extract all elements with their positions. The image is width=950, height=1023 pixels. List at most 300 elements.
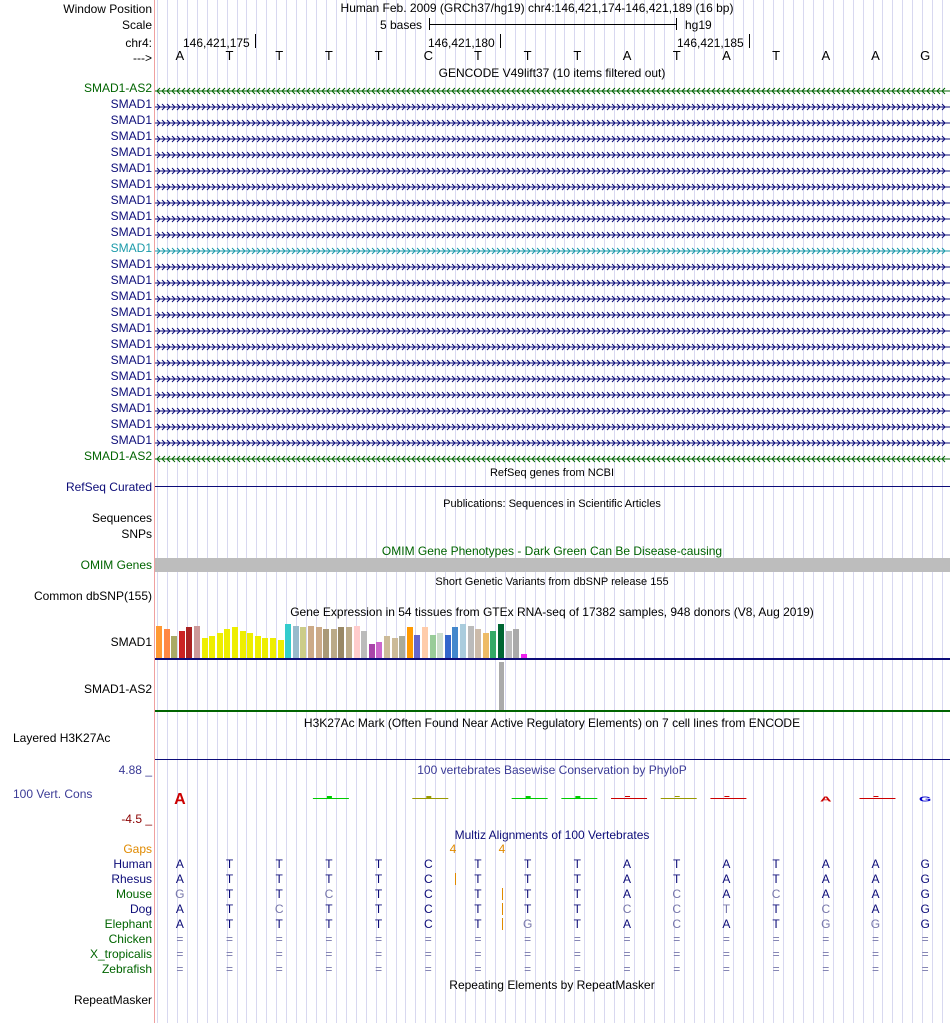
gencode-item-label[interactable]: SMAD1: [110, 241, 152, 255]
species-label[interactable]: Elephant: [104, 917, 152, 931]
aligned-base: =: [772, 962, 780, 976]
aligned-base: T: [573, 872, 582, 886]
phylop-logo-mark: [526, 796, 531, 799]
gencode-item-label[interactable]: SMAD1: [110, 193, 152, 207]
gaps-label[interactable]: Gaps: [123, 842, 152, 856]
aligned-base: T: [275, 887, 283, 901]
gtex-tissue-bar[interactable]: [392, 638, 398, 658]
reference-base: A: [722, 48, 731, 63]
gencode-item-label[interactable]: SMAD1: [110, 337, 152, 351]
gtex-tissue-bar[interactable]: [384, 636, 390, 658]
phylop-logo-bar: [412, 798, 448, 799]
phylop-logo-letter: A: [820, 795, 832, 804]
h3k27ac-line: [155, 759, 950, 760]
aligned-base: =: [623, 947, 631, 961]
gencode-transcript-line[interactable]: [155, 228, 950, 236]
aligned-base: =: [325, 962, 333, 976]
gtex-tissue-bar[interactable]: [354, 626, 360, 658]
gtex-tissue-bar[interactable]: [209, 636, 215, 658]
repeatmasker-track-title[interactable]: Repeating Elements by RepeatMasker: [449, 978, 655, 992]
gencode-transcript-line[interactable]: [155, 196, 950, 204]
aligned-base: =: [822, 962, 830, 976]
aligned-base: =: [474, 947, 482, 961]
refseq-label[interactable]: RefSeq Curated: [65, 480, 152, 494]
insertion-marker: [502, 888, 503, 900]
h3k27ac-track-title[interactable]: H3K27Ac Mark (Often Found Near Active Regulatory Elements) on 7 cell lines from ENCODE: [303, 716, 801, 730]
aligned-base: =: [673, 962, 681, 976]
aligned-base: A: [821, 857, 830, 871]
aligned-base: =: [673, 932, 681, 946]
aligned-base: =: [325, 947, 333, 961]
phylop-logo-mark: [625, 796, 630, 797]
gtex-tissue-bar[interactable]: [285, 624, 291, 658]
aligned-base: =: [325, 932, 333, 946]
transcript-arrows: [155, 359, 950, 367]
aligned-base: =: [524, 932, 532, 946]
gencode-item-label[interactable]: SMAD1: [110, 273, 152, 287]
gtex-tissue-bar[interactable]: [232, 627, 238, 658]
aligned-base: =: [623, 932, 631, 946]
ruler-position: 146,421,175: [183, 36, 250, 50]
aligned-base: A: [821, 872, 830, 886]
aligned-base: G: [821, 917, 831, 931]
gencode-item-label[interactable]: SMAD1: [110, 97, 152, 111]
gencode-transcript-line[interactable]: [155, 116, 950, 124]
gtex-tissue-bar[interactable]: [513, 629, 519, 658]
aligned-base: =: [176, 932, 184, 946]
gencode-item-label[interactable]: SMAD1: [110, 113, 152, 127]
aligned-base: =: [822, 932, 830, 946]
multiz-track-title[interactable]: Multiz Alignments of 100 Vertebrates: [454, 828, 650, 842]
phylop-track-title[interactable]: 100 vertebrates Basewise Conservation by PhyloP: [417, 763, 687, 777]
reference-base: T: [275, 48, 284, 63]
gtex-tissue-bar[interactable]: [483, 633, 489, 658]
reference-base: A: [175, 48, 185, 63]
repeatmasker-label[interactable]: RepeatMasker: [73, 993, 152, 1007]
reference-base: T: [374, 48, 383, 63]
gtex-smad1-baseline: [155, 658, 950, 660]
aligned-base: C: [423, 872, 433, 886]
gtex-tissue-bar[interactable]: [186, 627, 192, 658]
species-label[interactable]: X_tropicalis: [89, 947, 152, 961]
gtex-tissue-bar[interactable]: [240, 631, 246, 658]
aligned-base: A: [722, 857, 731, 871]
aligned-base: C: [423, 857, 433, 871]
gtex-as2-baseline: [155, 710, 950, 712]
gtex-tissue-bar[interactable]: [498, 624, 504, 658]
gencode-transcript-line[interactable]: [155, 420, 950, 428]
aligned-base: =: [375, 932, 383, 946]
gencode-item-label[interactable]: SMAD1: [110, 225, 152, 239]
aligned-base: =: [375, 947, 383, 961]
gtex-tissue-bar[interactable]: [331, 629, 337, 658]
gencode-transcript-line[interactable]: [155, 388, 950, 396]
transcript-arrows: [155, 407, 950, 415]
track-data-area[interactable]: [155, 0, 950, 1023]
transcript-arrows: [155, 247, 950, 255]
gtex-tissue-bar[interactable]: [346, 627, 352, 658]
reference-base: G: [920, 48, 931, 63]
aligned-base: T: [325, 857, 333, 871]
aligned-base: =: [722, 962, 730, 976]
gencode-transcript-line[interactable]: [155, 260, 950, 268]
position-title: Human Feb. 2009 (GRCh37/hg19) chr4:146,421,174-146,421,189 (16 bp): [340, 1, 734, 15]
gencode-transcript-line[interactable]: [155, 292, 950, 300]
gencode-item-label[interactable]: SMAD1: [110, 369, 152, 383]
reference-base: A: [622, 48, 632, 63]
gtex-tissue-bar[interactable]: [293, 626, 299, 658]
scale-bar-right-tick: [676, 18, 677, 30]
aligned-base: G: [920, 887, 930, 901]
gtex-tissue-bar[interactable]: [156, 626, 162, 658]
aligned-base: C: [821, 902, 831, 916]
gencode-transcript-line[interactable]: [155, 212, 950, 220]
reference-base: C: [423, 48, 433, 63]
aligned-base: A: [821, 887, 830, 901]
aligned-base: =: [275, 962, 283, 976]
transcript-arrows: [155, 87, 950, 95]
aligned-base: G: [175, 887, 185, 901]
gtex-tissue-bar[interactable]: [376, 642, 382, 658]
gtex-tissue-bar[interactable]: [323, 629, 329, 658]
gtex-tissue-bar[interactable]: [361, 631, 367, 658]
transcript-arrows: [155, 327, 950, 335]
gtex-tissue-bar[interactable]: [300, 627, 306, 658]
phylop-logo-letter: A: [174, 791, 186, 808]
aligned-base: =: [474, 962, 482, 976]
aligned-base: C: [423, 902, 433, 916]
aligned-base: =: [275, 947, 283, 961]
gtex-tissue-bar[interactable]: [338, 627, 344, 658]
gencode-item-label[interactable]: SMAD1-AS2: [83, 81, 152, 95]
gencode-transcript-line[interactable]: [155, 452, 950, 460]
aligned-base: =: [871, 962, 879, 976]
gencode-transcript-line[interactable]: [155, 164, 950, 172]
aligned-base: T: [225, 887, 234, 901]
track-label-column: [0, 0, 154, 1023]
aligned-base: T: [374, 857, 383, 871]
aligned-base: G: [522, 917, 533, 931]
aligned-base: T: [225, 917, 234, 931]
reference-base: T: [672, 48, 681, 63]
aligned-base: T: [772, 902, 780, 916]
strand-arrow-label: --->: [133, 51, 152, 65]
reference-base: T: [324, 48, 333, 63]
species-label[interactable]: Rhesus: [111, 872, 152, 886]
transcript-arrows: [155, 183, 950, 191]
transcript-arrows: [155, 167, 950, 175]
gencode-item-label[interactable]: SMAD1: [110, 321, 152, 335]
aligned-base: =: [226, 962, 234, 976]
gtex-tissue-bar[interactable]: [399, 636, 405, 658]
scale-label: Scale: [121, 18, 152, 32]
species-label[interactable]: Dog: [129, 902, 152, 916]
transcript-arrows: [155, 215, 950, 223]
ruler-tick: [500, 34, 501, 48]
gtex-tissue-bar[interactable]: [308, 626, 314, 658]
gencode-item-label[interactable]: SMAD1: [110, 401, 152, 415]
aligned-base: C: [324, 887, 334, 901]
aligned-base: T: [474, 917, 482, 931]
aligned-base: A: [722, 887, 731, 901]
gtex-tissue-bar[interactable]: [164, 629, 170, 658]
transcript-arrows: [155, 231, 950, 239]
aligned-base: =: [424, 947, 432, 961]
dbsnp-label[interactable]: Common dbSNP(155): [33, 589, 152, 603]
gtex-tissue-bar[interactable]: [430, 635, 436, 658]
aligned-base: T: [523, 857, 532, 871]
gtex-tissue-bar[interactable]: [179, 631, 185, 658]
phylop-label[interactable]: 100 Vert. Cons: [13, 787, 93, 801]
species-label[interactable]: Zebrafish: [101, 962, 152, 976]
scale-text: 5 bases: [380, 18, 423, 32]
aligned-base: =: [176, 962, 184, 976]
aligned-base: =: [822, 947, 830, 961]
gencode-track-title[interactable]: GENCODE V49lift37 (10 items filtered out): [438, 66, 666, 80]
aligned-base: =: [722, 947, 730, 961]
gtex-smad1-as2-label[interactable]: SMAD1-AS2: [83, 682, 152, 696]
aligned-base: =: [722, 932, 730, 946]
gencode-item-label[interactable]: SMAD1: [110, 417, 152, 431]
gencode-item-label[interactable]: SMAD1: [110, 305, 152, 319]
transcript-arrows: [155, 119, 950, 127]
aligned-base: C: [672, 917, 682, 931]
gencode-item-label[interactable]: SMAD1: [110, 353, 152, 367]
transcript-arrows: [155, 199, 950, 207]
gencode-transcript-line[interactable]: [155, 276, 950, 284]
aligned-base: G: [920, 857, 930, 871]
aligned-base: T: [275, 917, 283, 931]
gtex-tissue-bar[interactable]: [475, 629, 481, 658]
phylop-logo-mark: [724, 796, 729, 797]
gencode-transcript-line[interactable]: [155, 84, 950, 92]
assembly-label: hg19: [685, 18, 712, 32]
insertion-marker: [502, 918, 503, 930]
gtex-tissue-bar[interactable]: [452, 627, 458, 658]
aligned-base: =: [226, 932, 234, 946]
aligned-base: =: [573, 932, 581, 946]
species-label[interactable]: Mouse: [115, 887, 152, 901]
aligned-base: =: [474, 932, 482, 946]
aligned-base: A: [623, 887, 632, 901]
gencode-item-label[interactable]: SMAD1: [110, 257, 152, 271]
gencode-item-label[interactable]: SMAD1: [110, 209, 152, 223]
gencode-transcript-line[interactable]: [155, 132, 950, 140]
gencode-item-label[interactable]: SMAD1: [110, 145, 152, 159]
gap-count: 4: [449, 842, 457, 856]
aligned-base: C: [771, 887, 781, 901]
transcript-arrows: [155, 151, 950, 159]
transcript-arrows: [155, 343, 950, 351]
aligned-base: =: [226, 947, 234, 961]
gencode-transcript-line[interactable]: [155, 100, 950, 108]
phylop-logo-mark: [675, 796, 680, 797]
phylop-ymax: 4.88 _: [118, 763, 152, 777]
aligned-base: T: [474, 857, 482, 871]
transcript-arrows: [155, 375, 950, 383]
gencode-transcript-line[interactable]: [155, 404, 950, 412]
gtex-tissue-bar[interactable]: [171, 636, 177, 658]
gtex-tissue-bar[interactable]: [224, 629, 230, 658]
gtex-tissue-bar[interactable]: [460, 624, 466, 658]
aligned-base: A: [871, 887, 880, 901]
aligned-base: T: [772, 857, 780, 871]
gencode-item-label[interactable]: SMAD1: [110, 433, 152, 447]
gencode-transcript-line[interactable]: [155, 324, 950, 332]
aligned-base: A: [722, 917, 731, 931]
aligned-base: T: [523, 872, 532, 886]
gtex-tissue-bar[interactable]: [445, 635, 451, 658]
gencode-item-label[interactable]: SMAD1: [110, 177, 152, 191]
species-label[interactable]: Human: [113, 857, 152, 871]
reference-base: T: [473, 48, 482, 63]
gtex-tissue-bar[interactable]: [202, 638, 208, 658]
aligned-base: =: [673, 947, 681, 961]
gap-count: 4: [498, 842, 506, 856]
aligned-base: T: [523, 902, 532, 916]
aligned-base: =: [573, 962, 581, 976]
aligned-base: =: [424, 962, 432, 976]
transcript-arrows: [155, 279, 950, 287]
omim-bar[interactable]: [155, 558, 950, 572]
aligned-base: C: [423, 917, 433, 931]
aligned-base: T: [673, 857, 681, 871]
aligned-base: =: [375, 962, 383, 976]
scale-bar-left-tick: [429, 18, 430, 30]
gencode-transcript-line[interactable]: [155, 372, 950, 380]
gtex-tissue-bar[interactable]: [437, 633, 443, 658]
phylop-logo-bar: [859, 798, 895, 799]
aligned-base: =: [921, 932, 929, 946]
aligned-base: T: [225, 857, 234, 871]
gencode-transcript-line[interactable]: [155, 308, 950, 316]
ruler-tick: [255, 34, 256, 48]
ruler-position: 146,421,180: [428, 36, 495, 50]
pubs-snps-label[interactable]: SNPs: [121, 527, 152, 541]
aligned-base: A: [175, 872, 184, 886]
aligned-base: T: [573, 917, 582, 931]
gencode-transcript-line[interactable]: [155, 180, 950, 188]
gtex-tissue-bar[interactable]: [194, 626, 200, 658]
aligned-base: =: [871, 932, 879, 946]
aligned-base: =: [176, 947, 184, 961]
phylop-logo-mark: [426, 796, 431, 798]
aligned-base: G: [920, 902, 930, 916]
phylop-logo-marks: [155, 790, 950, 830]
gtex-tissue-bar[interactable]: [247, 633, 253, 658]
aligned-base: T: [275, 857, 283, 871]
gencode-transcript-line[interactable]: [155, 244, 950, 252]
phylop-ymin: -4.5 _: [121, 812, 152, 826]
gtex-tissue-bar[interactable]: [468, 626, 474, 658]
gtex-tissue-bar[interactable]: [270, 638, 276, 658]
gencode-transcript-line[interactable]: [155, 148, 950, 156]
aligned-base: T: [474, 872, 482, 886]
aligned-base: C: [622, 902, 632, 916]
insertion-marker: [502, 903, 503, 915]
transcript-arrows: [155, 263, 950, 271]
aligned-base: C: [274, 902, 284, 916]
aligned-base: T: [374, 887, 383, 901]
pubs-sequences-label[interactable]: Sequences: [91, 511, 152, 525]
gtex-tissue-bar[interactable]: [506, 631, 512, 658]
refseq-line[interactable]: [155, 486, 950, 487]
aligned-base: T: [374, 917, 383, 931]
aligned-base: T: [474, 902, 482, 916]
gencode-item-label[interactable]: SMAD1: [110, 161, 152, 175]
window-position-label: Window Position: [63, 2, 152, 16]
aligned-base: =: [275, 932, 283, 946]
reference-base: T: [225, 48, 234, 63]
gtex-tissue-bar[interactable]: [255, 636, 261, 658]
aligned-base: A: [871, 902, 880, 916]
gencode-item-label[interactable]: SMAD1-AS2: [83, 449, 152, 463]
gencode-transcript-line[interactable]: [155, 436, 950, 444]
gencode-transcript-line[interactable]: [155, 356, 950, 364]
aligned-base: A: [175, 902, 184, 916]
aligned-base: A: [623, 917, 632, 931]
aligned-base: C: [672, 902, 682, 916]
gtex-tissue-bar[interactable]: [407, 627, 413, 658]
gtex-tissue-bar[interactable]: [490, 631, 496, 658]
aligned-base: T: [474, 887, 482, 901]
gtex-tissue-bar[interactable]: [278, 640, 284, 658]
phylop-logo-bar: [710, 798, 746, 799]
gtex-tissue-bar[interactable]: [414, 635, 420, 658]
refseq-track-title[interactable]: RefSeq genes from NCBI: [489, 467, 615, 479]
gencode-item-label[interactable]: SMAD1: [110, 385, 152, 399]
phylop-logo-bar: [313, 798, 349, 799]
gencode-transcript-line[interactable]: [155, 340, 950, 348]
aligned-base: T: [225, 872, 234, 886]
h3k27ac-label[interactable]: Layered H3K27Ac: [13, 731, 111, 745]
aligned-base: =: [524, 947, 532, 961]
aligned-base: C: [672, 887, 682, 901]
gtex-tissue-bar[interactable]: [316, 627, 322, 658]
aligned-base: A: [871, 872, 880, 886]
gtex-tissue-bar[interactable]: [369, 644, 375, 658]
aligned-base: =: [623, 962, 631, 976]
pubs-track-title[interactable]: Publications: Sequences in Scientific Articles: [443, 498, 661, 510]
gtex-tissue-bar[interactable]: [422, 627, 428, 658]
gtex-smad1-label[interactable]: SMAD1: [110, 635, 152, 649]
gencode-item-label[interactable]: SMAD1: [110, 289, 152, 303]
phylop-logo-bar: [611, 798, 647, 799]
gtex-track-title[interactable]: Gene Expression in 54 tissues from GTEx RNA-seq of 17382 samples, 948 donors (V8, Aug 2019): [290, 605, 814, 619]
aligned-base: A: [175, 917, 184, 931]
species-label[interactable]: Chicken: [108, 932, 152, 946]
transcript-arrows: [155, 391, 950, 399]
reference-base: A: [821, 48, 831, 63]
reference-base: T: [523, 48, 532, 63]
gtex-tissue-bar[interactable]: [217, 633, 223, 658]
aligned-base: =: [424, 932, 432, 946]
gencode-item-label[interactable]: SMAD1: [110, 129, 152, 143]
gtex-tissue-bar[interactable]: [262, 638, 268, 658]
dbsnp-track-title[interactable]: Short Genetic Variants from dbSNP release 155: [435, 576, 669, 588]
ruler-tick: [749, 34, 750, 48]
omim-track-title[interactable]: OMIM Gene Phenotypes - Dark Green Can Be Disease-causing: [381, 544, 723, 558]
gtex-as2-bar[interactable]: [499, 662, 504, 710]
aligned-base: T: [772, 917, 780, 931]
aligned-base: =: [573, 947, 581, 961]
aligned-base: T: [275, 872, 283, 886]
aligned-base: A: [623, 872, 632, 886]
omim-label[interactable]: OMIM Genes: [80, 558, 152, 572]
aligned-base: T: [325, 872, 333, 886]
aligned-base: T: [573, 902, 582, 916]
transcript-arrows: [155, 295, 950, 303]
